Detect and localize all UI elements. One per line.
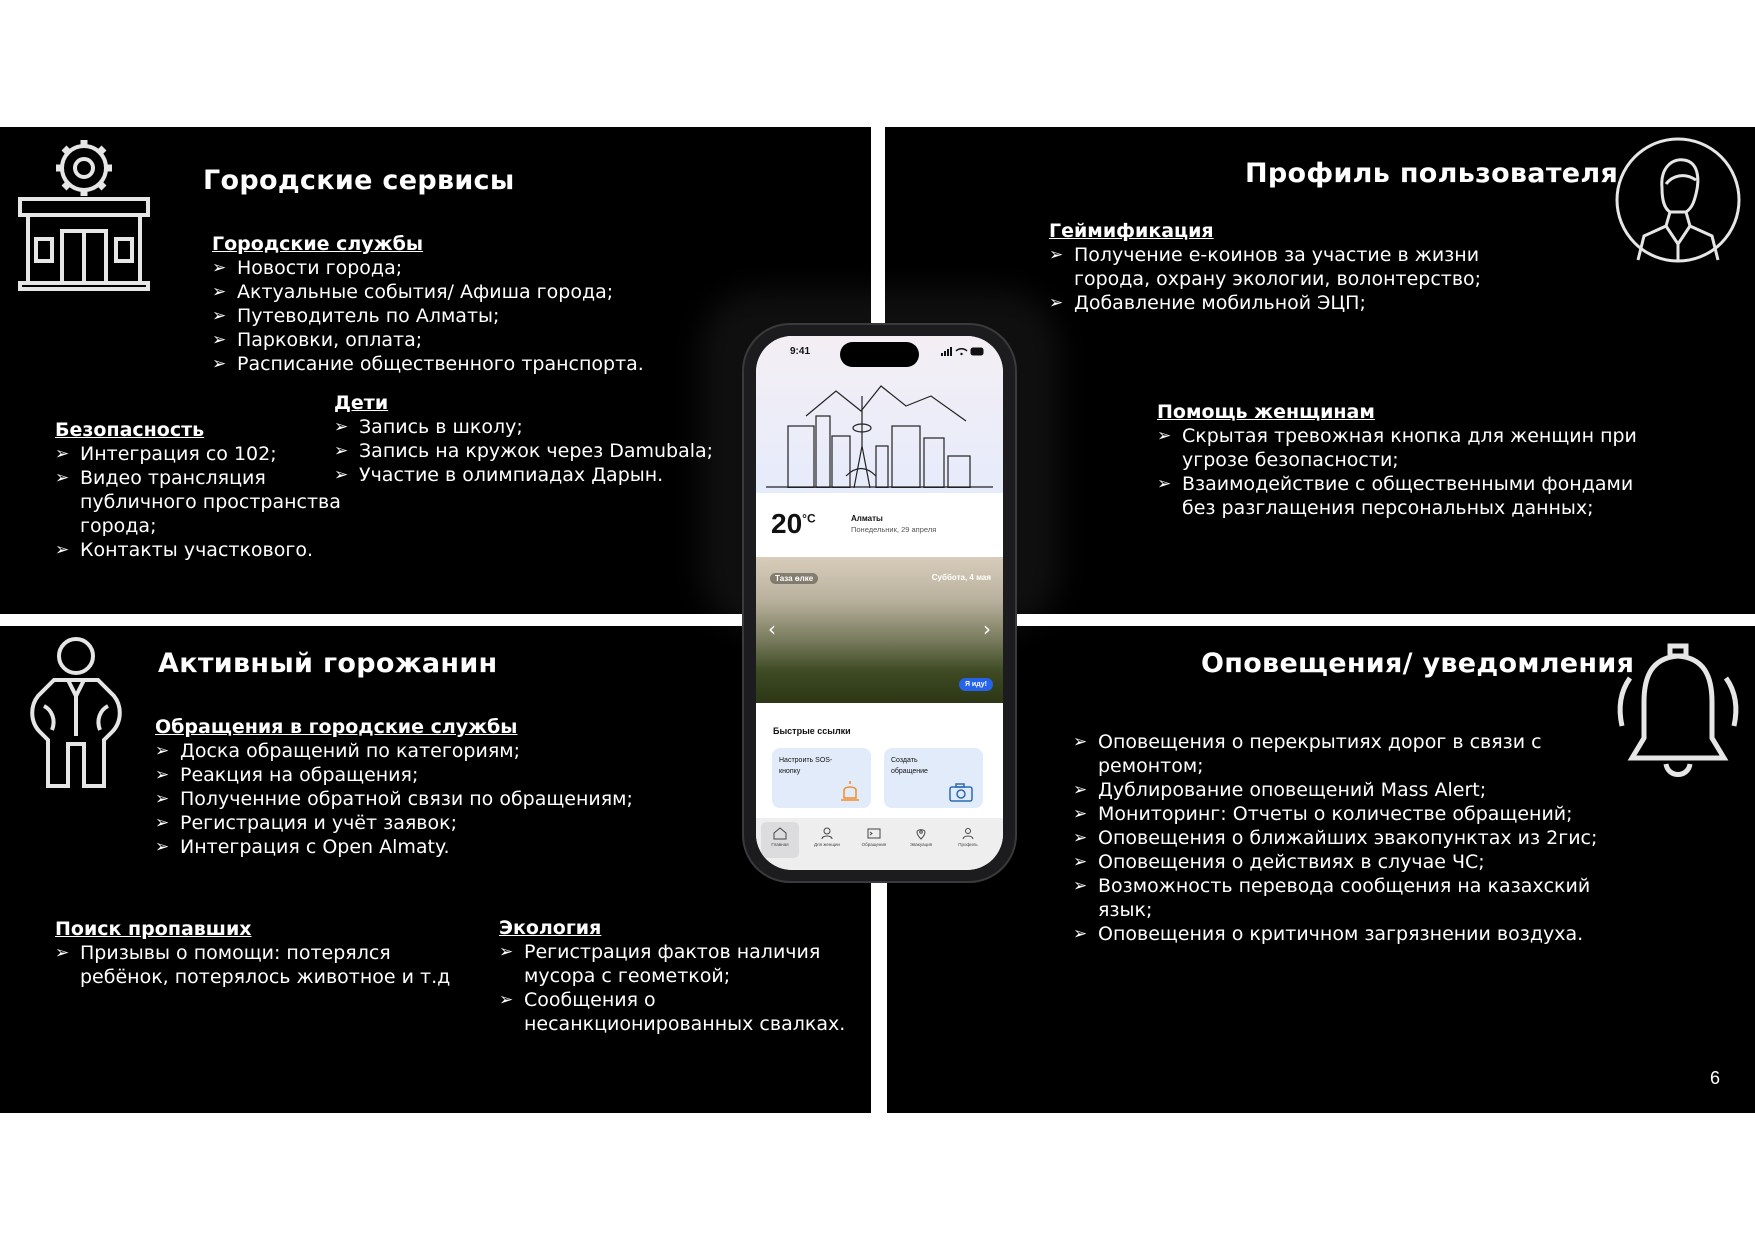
list-item: ➢ Оповещения о перекрытиях дорог в связи с ремонтом; <box>1073 730 1633 778</box>
join-button[interactable]: Я иду! <box>959 678 993 691</box>
list-item: ➢ Запись на кружок через Damubala; <box>334 439 754 463</box>
appeals-section <box>155 715 695 859</box>
list-item: ➢ Интеграция со 102; <box>55 442 345 466</box>
user-profile-title: Профиль пользователя <box>1245 158 1619 189</box>
terminal-icon <box>867 827 881 840</box>
weather-date: Понедельник, 29 апреля <box>851 525 937 534</box>
tab-women[interactable]: Для женщин <box>808 822 846 858</box>
home-icon <box>773 827 787 840</box>
ecology-heading: Экология <box>499 917 602 939</box>
gamification-section <box>1049 219 1509 315</box>
list-item: ➢ Призывы о помощи: потерялся ребёнок, потерялось животное и т.д <box>55 941 465 989</box>
create-appeal-label: Создать обращение <box>891 757 928 775</box>
citizen-figure-icon <box>24 636 128 792</box>
ecology-section <box>499 916 859 1036</box>
list-item: ➢ Оповещения о действиях в случае ЧС; <box>1073 850 1633 874</box>
list-item: ➢ Оповещения о ближайших эвакопунктах из 2гис; <box>1073 826 1633 850</box>
list-item: ➢ Регистрация и учёт заявок; <box>155 811 695 835</box>
camera-icon <box>949 782 975 802</box>
list-item: ➢ Контакты участкового. <box>55 538 345 562</box>
list-item: ➢ Новости города; <box>212 256 682 280</box>
list-item: ➢ Дублирование оповещений Mass Alert; <box>1073 778 1633 802</box>
sos-setup-card[interactable] <box>772 748 871 808</box>
list-item: ➢ Расписание общественного транспорта. <box>212 352 682 376</box>
missing-heading: Поиск пропавших <box>55 918 252 940</box>
active-citizen-title: Активный горожанин <box>158 648 498 679</box>
list-item: ➢ Запись в школу; <box>334 415 754 439</box>
appeals-heading: Обращения в городские службы <box>155 716 518 738</box>
weather-widget <box>756 496 1003 556</box>
children-section <box>334 391 754 487</box>
skyline-icon <box>766 376 993 488</box>
panel-active-citizen <box>0 626 871 1113</box>
list-item: ➢ Интеграция с Open Almaty. <box>155 835 695 859</box>
list-item: ➢ Сообщения о несанкционированных свалках. <box>499 988 859 1036</box>
weather-city: Алматы <box>851 514 883 523</box>
city-photo-carousel[interactable] <box>756 557 1003 703</box>
woman-avatar-icon <box>1614 136 1742 264</box>
children-heading: Дети <box>334 392 389 414</box>
list-item: ➢ Взаимодействие с общественными фондами без разглащения персональных данных; <box>1157 472 1667 520</box>
list-item: ➢ Путеводитель по Алматы; <box>212 304 682 328</box>
security-heading: Безопасность <box>55 419 205 441</box>
alerts-section <box>1073 730 1633 946</box>
security-section <box>55 418 345 562</box>
list-item: ➢ Реакция на обращения; <box>155 763 695 787</box>
list-item: ➢ Скрытая тревожная кнопка для женщин при угрозе безопасности; <box>1157 424 1667 472</box>
city-depts-section <box>212 232 682 376</box>
list-item: ➢ Видео трансляция публичного пространства города; <box>55 466 345 538</box>
chevron-left-icon[interactable]: ‹ <box>768 617 776 641</box>
list-item: ➢ Оповещения о критичном загрязнении воздуха. <box>1073 922 1633 946</box>
photo-tag: Таза өлке <box>770 573 818 584</box>
alerts-title: Оповещения/ уведомления <box>1201 648 1635 679</box>
status-icons <box>941 347 985 356</box>
phone-screen <box>756 336 1003 870</box>
photo-date: Суббота, 4 мая <box>931 573 991 582</box>
dynamic-island <box>840 342 919 367</box>
bottom-tab-bar <box>756 818 1003 870</box>
tab-appeals[interactable]: Обращения <box>855 822 893 858</box>
list-item: ➢ Добавление мобильной ЭЦП; <box>1049 291 1509 315</box>
list-item: ➢ Возможность перевода сообщения на казахский язык; <box>1073 874 1633 922</box>
tab-evacuation[interactable]: Эвакуация <box>902 822 940 858</box>
create-appeal-card[interactable] <box>884 748 983 808</box>
list-item: ➢ Актуальные события/ Афиша города; <box>212 280 682 304</box>
phone-mockup <box>744 325 1015 881</box>
list-item: ➢ Полученние обратной связи по обращениям; <box>155 787 695 811</box>
missing-section <box>55 917 465 989</box>
sos-setup-label: Настроить SOS-кнопку <box>779 757 833 775</box>
city-services-title: Городские сервисы <box>203 165 515 196</box>
gamification-heading: Геймификация <box>1049 220 1214 242</box>
list-item: ➢ Получение е-коинов за участие в жизни города, охрану экологии, волонтерство; <box>1049 243 1509 291</box>
list-item: ➢ Регистрация фактов наличия мусора с геометкой; <box>499 940 859 988</box>
women-help-section <box>1157 400 1667 520</box>
page-number: 6 <box>1710 1068 1721 1088</box>
list-item: ➢ Участие в олимпиадах Дарын. <box>334 463 754 487</box>
city-building-gear-icon <box>18 135 150 291</box>
list-item: ➢ Мониторинг: Отчеты о количестве обращений; <box>1073 802 1633 826</box>
chevron-right-icon[interactable]: › <box>983 617 991 641</box>
list-item: ➢ Доска обращений по категориям; <box>155 739 695 763</box>
tab-home[interactable]: Главная <box>761 822 799 858</box>
location-pin-icon <box>914 827 928 840</box>
list-item: ➢ Парковки, оплата; <box>212 328 682 352</box>
tab-profile[interactable]: Профиль <box>949 822 987 858</box>
temperature: $20^{^\circ C}$ <box>771 508 816 539</box>
quick-links-title: Быстрые ссылки <box>773 726 851 736</box>
user-icon <box>961 827 975 840</box>
woman-icon <box>820 827 834 840</box>
women-help-heading: Помощь женщинам <box>1157 401 1375 423</box>
status-time: 9:41 <box>790 346 811 357</box>
siren-icon <box>839 780 861 802</box>
city-depts-heading: Городские службы <box>212 233 424 255</box>
